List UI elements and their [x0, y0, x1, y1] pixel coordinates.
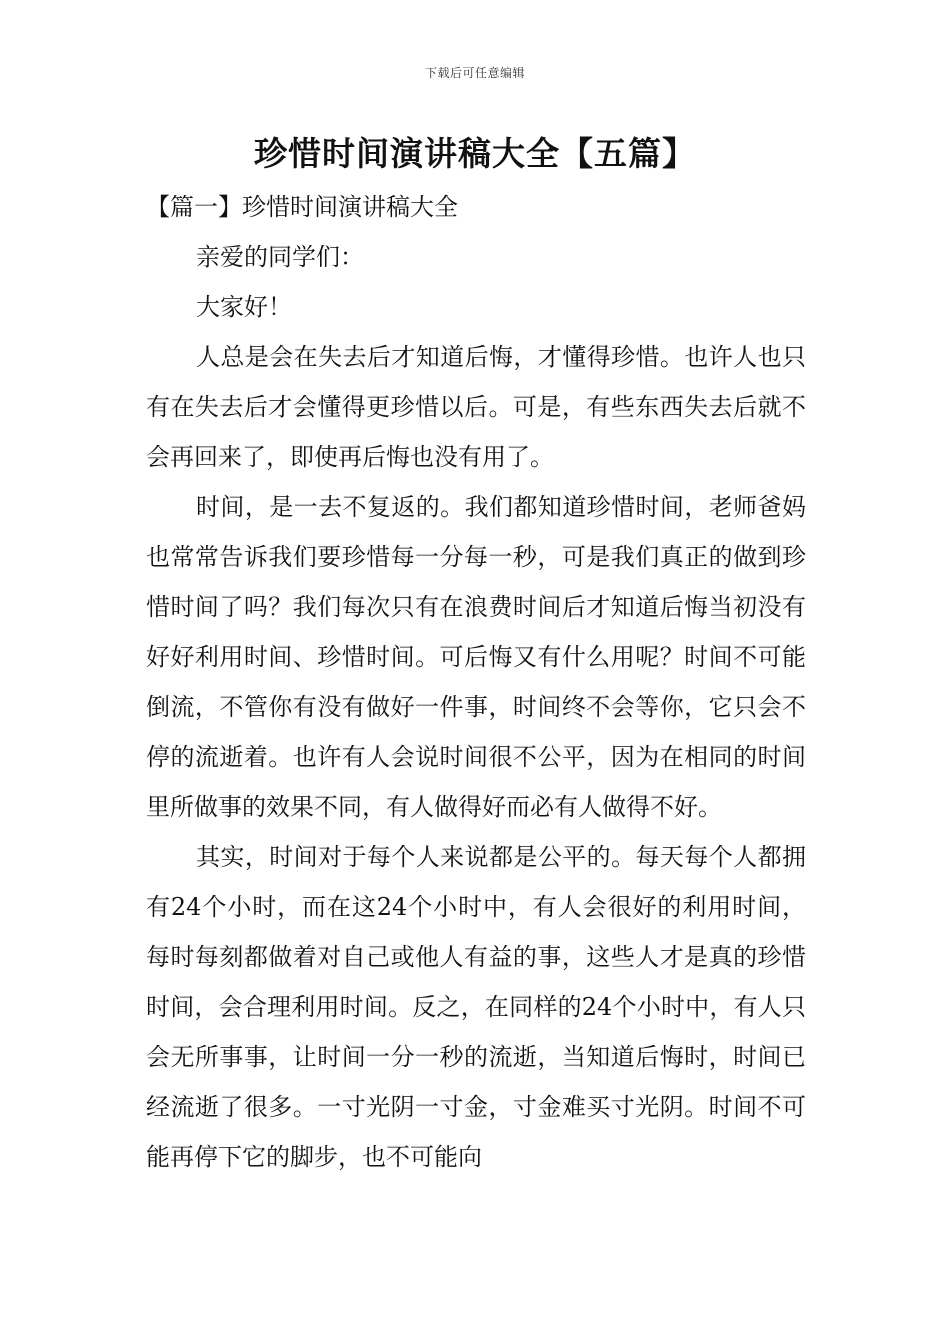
salutation-paragraph: 大家好！ [196, 293, 292, 321]
body-paragraph: 其实，时间对于每个人来说都是公平的。每天每个人都拥有24个小时，而在这24个小时中，有人会很好的利用时间，每时每刻都做着对自己或他人有益的事，这些人才是真的珍惜时间，会合理利用时间。反之，在同样的24个小时中，有人只会无所事事，让时间一分一秒的流逝，当知道后悔时，时间已经流逝了很多。一寸光阴一寸金，寸金难买寸光阴。时间不可能再停下它的脚步，也不可能向 [146, 843, 806, 1171]
section-heading: 【篇一】珍惜时间演讲稿大全 [146, 193, 458, 221]
header-note: 下载后可任意编辑 [424, 66, 525, 80]
document-title: 珍惜时间演讲稿大全【五篇】 [254, 134, 696, 173]
document-body [146, 182, 806, 1182]
body-paragraph: 时间，是一去不复返的。我们都知道珍惜时间，老师爸妈也常常告诉我们要珍惜每一分每一秒，可是我们真正的做到珍惜时间了吗？我们每次只有在浪费时间后才知道后悔当初没有好好利用时间、珍惜时间。可后悔又有什么用呢？时间不可能倒流，不管你有没有做好一件事，时间终不会等你，它只会不停的流逝着。也许有人会说时间很不公平，因为在相同的时间里所做事的效果不同，有人做得好而必有人做得不好。 [146, 493, 806, 821]
body-paragraph: 人总是会在失去后才知道后悔，才懂得珍惜。也许人也只有在失去后才会懂得更珍惜以后。可是，有些东西失去后就不会再回来了，即使再后悔也没有用了。 [146, 343, 806, 471]
greeting-paragraph: 亲爱的同学们： [196, 243, 364, 271]
